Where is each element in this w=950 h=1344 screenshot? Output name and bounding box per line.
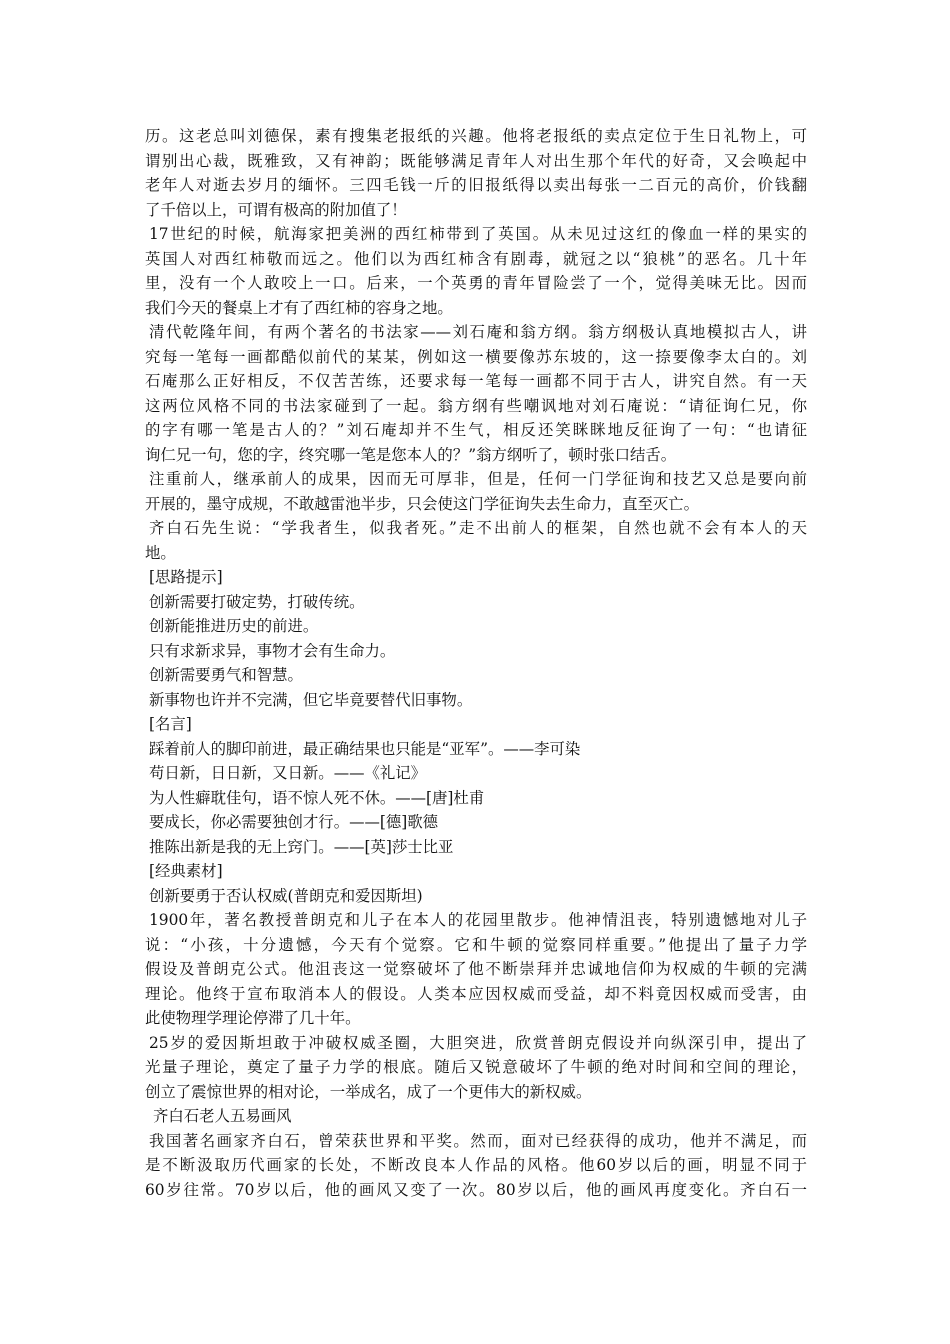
text-line: 推陈出新是我的无上窍门。——[英]莎士比亚 (149, 837, 454, 856)
text-line: 为人性癖耽佳句，语不惊人死不休。——[唐]杜甫 (149, 788, 485, 807)
text-line: 老年人对逝去岁月的缅怀。三四毛钱一斤的旧报纸得以卖出每张一二百元的高价，价钱翻 (145, 176, 807, 194)
text-line: 谓别出心裁，既雅致，又有神韵；既能够满足青年人对出生那个年代的好奇，又会唤起中 (145, 151, 807, 170)
text-line: 这两位风格不同的书法家碰到了一起。翁方纲有些嘲讽地对刘石庵说：“请征询仁兄，你 (145, 396, 807, 415)
text-line: 注重前人，继承前人的成果，因而无可厚非，但是，任何一门学征询和技艺又总是要向前 (149, 470, 807, 488)
text-line: 1900年，著名教授普朗克和儿子在本人的花园里散步。他神情沮丧，特别遗憾地对儿子 (149, 911, 807, 929)
text-line: 里，没有一个人敢咬上一口。后来，一个英勇的青年冒险尝了一个，觉得美味无比。因而 (145, 274, 807, 292)
text-line: 创立了震惊世界的相对论，一举成名，成了一个更伟大的新权威。 (145, 1082, 592, 1101)
text-line: 60岁往常。70岁以后，他的画风又变了一次。80岁以后，他的画风再度变化。齐白石一 (145, 1180, 807, 1199)
text-line: [名言] (149, 715, 192, 733)
text-line: 只有求新求异，事物才会有生命力。 (149, 641, 396, 660)
text-line: 踩着前人的脚印前进，最正确结果也只能是“亚军”。——李可染 (149, 739, 581, 758)
text-line: 我们今天的餐桌上才有了西红柿的容身之地。 (145, 298, 453, 317)
text-line: 地。 (145, 543, 176, 562)
text-line: 齐白石先生说：“学我者生，似我者死。”走不出前人的框架，自然也就不会有本人的天 (149, 519, 807, 537)
text-line: [经典素材] (149, 862, 223, 880)
document-page (145, 124, 807, 1202)
text-line: [思路提示] (149, 568, 223, 586)
text-line: 历。这老总叫刘德保，素有搜集老报纸的兴趣。他将老报纸的卖点定位于生日礼物上，可 (145, 127, 807, 145)
text-line: 说：“小孩，十分遗憾，今天有个觉察。它和牛顿的觉察同样重要。”他提出了量子力学 (145, 935, 807, 954)
text-line: 创新能推进历史的前进。 (149, 617, 319, 635)
text-line: 我国著名画家齐白石，曾荣获世界和平奖。然而，面对已经获得的成功，他并不满足，而 (149, 1131, 807, 1150)
text-line: 创新要勇于否认权威(普朗克和爱因斯坦) (149, 886, 423, 905)
text-line: 英国人对西红柿敬而远之。他们以为西红柿含有剧毒，就冠之以“狼桃”的恶名。几十年 (145, 249, 807, 268)
text-line: 清代乾隆年间，有两个著名的书法家——刘石庵和翁方纲。翁方纲极认真地模拟古人，讲 (149, 323, 807, 341)
text-line: 新事物也许并不完满，但它毕竟要替代旧事物。 (149, 690, 473, 709)
text-line: 开展的，墨守成规，不敢越雷池半步，只会使这门学征询失去生命力，直至灭亡。 (145, 494, 700, 513)
text-line: 理论。他终于宣布取消本人的假设。人类本应因权威而受益，却不料竟因权威而受害，由 (145, 984, 807, 1003)
text-line: 25岁的爱因斯坦敢于冲破权威圣圈，大胆突进，欣赏普朗克假设并向纵深引申，提出了 (149, 1033, 807, 1052)
text-line: 了千倍以上，可谓有极高的附加值了！ (145, 200, 407, 219)
text-line: 询仁兄一句，您的字，终究哪一笔是您本人的？”翁方纲听了，顿时张口结舌。 (145, 445, 677, 464)
text-line: 是不断汲取历代画家的长处，不断改良本人作品的风格。他60岁以后的画，明显不同于 (145, 1156, 807, 1174)
text-line: 要成长，你必需要独创才行。——[德]歌德 (149, 813, 439, 831)
text-line: 苟日新，日日新，又日新。——《礼记》 (149, 764, 427, 782)
text-line: 齐白石老人五易画风 (153, 1107, 292, 1125)
text-line: 假设及普朗克公式。他沮丧这一觉察破坏了他不断崇拜并忠诚地信仰为权威的牛顿的完满 (145, 960, 807, 978)
text-line: 此使物理学理论停滞了几十年。 (145, 1009, 361, 1027)
text-line: 创新需要打破定势，打破传统。 (149, 592, 365, 611)
text-line: 创新需要勇气和智慧。 (149, 666, 303, 684)
text-line: 石庵那么正好相反，不仅苦苦练，还要求每一笔每一画都不同于古人，讲究自然。有一天 (145, 372, 807, 390)
text-line: 的字有哪一笔是古人的？”刘石庵却并不生气，相反还笑眯眯地反征询了一句：“也请征 (145, 421, 807, 439)
text-line: 究每一笔每一画都酷似前代的某某，例如这一横要像苏东坡的，这一捺要像李太白的。刘 (145, 347, 807, 366)
text-line: 光量子理论，奠定了量子力学的根底。随后又锐意破坏了牛顿的绝对时间和空间的理论， (145, 1058, 807, 1076)
text-line: 17世纪的时候，航海家把美洲的西红柿带到了英国。从未见过这红的像血一样的果实的 (149, 225, 807, 243)
